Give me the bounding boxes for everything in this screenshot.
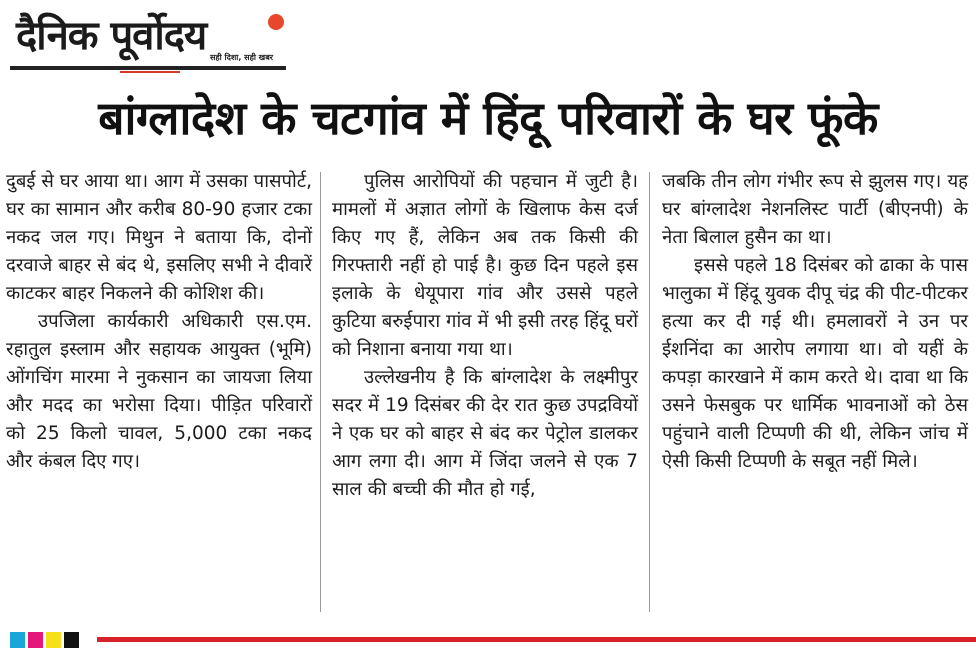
yellow-registration-swatch (46, 632, 61, 648)
article-column-2 (332, 168, 638, 504)
masthead-accent-rule (120, 71, 180, 73)
logo-dot-icon (268, 14, 284, 30)
magenta-registration-swatch (28, 632, 43, 648)
article-column-3 (662, 168, 968, 476)
column-divider (320, 172, 321, 612)
newspaper-name: दैनिक पूर्वोदय (16, 13, 207, 59)
cyan-registration-swatch (10, 632, 25, 648)
column-3-paragraph-1: जबकि तीन लोग गंभीर रूप से झुलस गए। यह घर बांग्लादेश नेशनलिस्ट पार्टी (बीएनपी) के नेता बिलाल हुसैन का था। (662, 171, 968, 248)
column-3-paragraph-2: इससे पहले 18 दिसंबर को ढाका के पास भालुका में हिंदू युवक दीपू चंद्र की पीट-पीटकर हत्या कर दी गई थी। हमलावरों ने उन पर ईशनिंदा का आरोप लगाया था। वो यहीं के कपड़ा कारखाने में काम करते थे। दावा था कि उसने फेसबुक पर धार्मिक भावनाओं को ठेस पहुंचाने वाली टिप्पणी की थी, लेकिन जांच में ऐसी किसी टिप्पणी के सबूत नहीं मिले। (662, 255, 968, 472)
column-divider (649, 172, 650, 612)
footer-rule (97, 637, 976, 642)
black-registration-swatch (64, 632, 79, 648)
newspaper-tagline: सही दिशा, सही खबर (210, 53, 274, 62)
column-2-paragraph-1: पुलिस आरोपियों की पहचान में जुटी है। मामलों में अज्ञात लोगों के खिलाफ केस दर्ज किए गए हैं, लेकिन अब तक किसी की गिरफ्तारी नहीं हो पाई है। कुछ दिन पहले इस इलाके के धेयूपारा गांव और उससे पहले कुटिया बरुईपारा गांव में भी इसी तरह हिंदू घरों को निशाना बनाया गया था। (332, 171, 638, 360)
masthead (10, 4, 290, 72)
column-1-paragraph-2: उपजिला कार्यकारी अधिकारी एस.एम. रहातुल इस्लाम और सहायक आयुक्त (भूमि) ओंगचिंग मारमा ने नुकसान का जायजा लिया और मदद का भरोसा दिया। पीड़ित परिवारों को 25 किलो चावल, 5,000 टका नकद और कंबल दिए गए। (6, 311, 312, 472)
column-1-paragraph-1: दुबई से घर आया था। आग में उसका पासपोर्ट, घर का सामान और करीब 80-90 हजार टका नकद जल गए। मिथुन ने बताया कि, दोनों दरवाजे बाहर से बंद थे, इसलिए सभी ने दीवारें काटकर बाहर निकलने की कोशिश की। (6, 171, 312, 304)
masthead-rule (10, 66, 286, 70)
page-footer (0, 628, 976, 654)
article-headline: बांग्लादेश के चटगांव में हिंदू परिवारों के घर फूंके (98, 91, 878, 145)
column-2-paragraph-2: उल्लेखनीय है कि बांग्लादेश के लक्ष्मीपुर सदर में 19 दिसंबर की देर रात कुछ उपद्रवियों ने एक घर को बाहर से बंद कर पेट्रोल डालकर आग लगा दी। आग में जिंदा जलने से एक 7 साल की बच्ची की मौत हो गई, (332, 367, 638, 500)
article-column-1 (6, 168, 312, 476)
